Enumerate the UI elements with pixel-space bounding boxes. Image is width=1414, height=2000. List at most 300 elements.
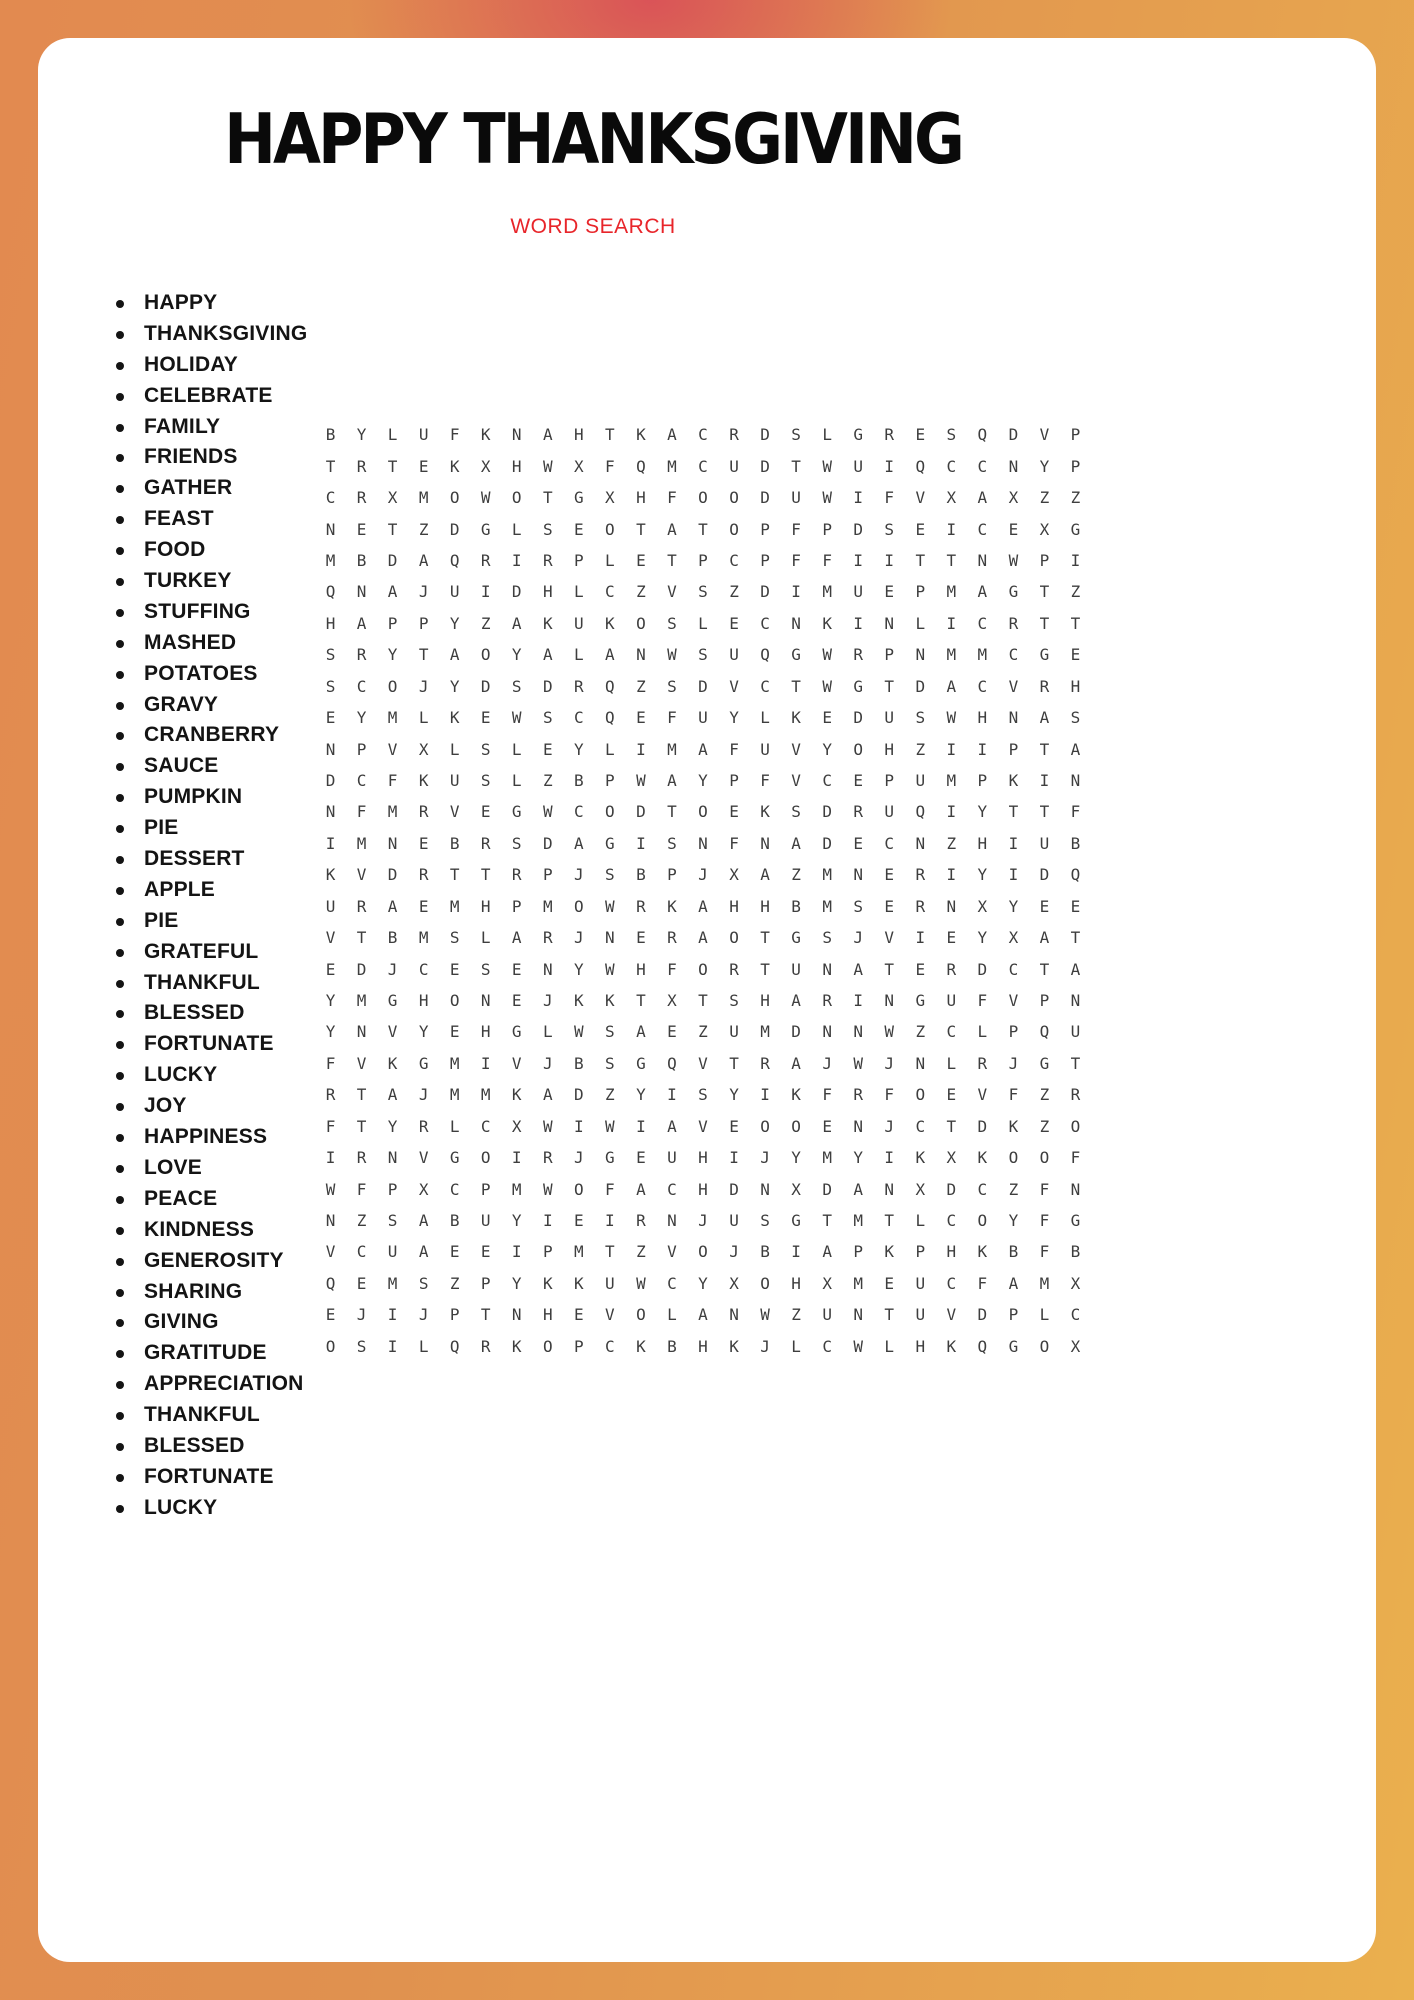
grid-cell[interactable]: X [977,896,988,916]
grid-cell[interactable]: A [698,739,708,759]
grid-cell[interactable]: D [574,1085,584,1105]
grid-cell[interactable]: W [325,1179,336,1199]
grid-cell[interactable]: O [1039,1148,1050,1168]
grid-cell[interactable]: U [729,1211,739,1231]
grid-cell[interactable]: K [884,1242,895,1262]
grid-cell[interactable]: C [1008,959,1019,979]
grid-cell[interactable]: V [356,1053,367,1073]
grid-cell[interactable]: A [418,550,429,570]
grid-cell[interactable]: E [418,833,429,853]
grid-cell[interactable]: S [542,519,553,539]
grid-cell[interactable]: G [418,1053,429,1073]
grid-cell[interactable]: L [449,1116,460,1136]
grid-cell[interactable]: J [574,928,584,948]
grid-cell[interactable]: O [1070,1116,1081,1136]
grid-cell[interactable]: G [511,1022,522,1042]
grid-cell[interactable]: T [325,456,336,476]
grid-cell[interactable]: R [853,1085,864,1105]
grid-cell[interactable]: M [822,1148,832,1168]
grid-cell[interactable]: B [667,1336,677,1356]
grid-cell[interactable]: Y [418,1022,429,1042]
grid-cell[interactable]: Y [449,676,460,696]
grid-cell[interactable]: P [542,865,553,885]
grid-cell[interactable]: M [574,1242,584,1262]
grid-cell[interactable]: B [449,833,460,853]
grid-cell[interactable]: O [698,959,708,979]
grid-cell[interactable]: N [387,833,398,853]
grid-cell[interactable]: E [574,1305,584,1325]
grid-cell[interactable]: R [884,425,895,445]
grid-cell[interactable]: T [605,1242,615,1262]
grid-cell[interactable]: C [946,1273,957,1293]
grid-cell[interactable]: D [915,676,926,696]
grid-cell[interactable]: P [480,1179,491,1199]
grid-cell[interactable]: Y [356,708,367,728]
grid-cell[interactable]: A [667,770,677,790]
grid-cell[interactable]: U [449,582,460,602]
grid-cell[interactable]: T [387,519,398,539]
grid-cell[interactable]: E [574,519,584,539]
grid-cell[interactable]: M [946,770,957,790]
grid-cell[interactable]: Z [636,676,646,696]
grid-cell[interactable]: J [729,1242,739,1262]
grid-cell[interactable]: K [511,1336,522,1356]
grid-cell[interactable]: V [791,770,801,790]
grid-cell[interactable]: O [636,613,646,633]
grid-cell[interactable]: O [574,896,584,916]
grid-cell[interactable]: E [884,1273,895,1293]
grid-cell[interactable]: K [542,613,553,633]
grid-cell[interactable]: Y [1008,896,1019,916]
grid-cell[interactable]: B [574,770,584,790]
grid-cell[interactable]: D [791,1022,801,1042]
grid-cell[interactable]: P [760,519,770,539]
grid-cell[interactable]: N [542,959,553,979]
grid-cell[interactable]: H [325,613,336,633]
grid-cell[interactable]: P [387,613,398,633]
grid-cell[interactable]: S [356,1336,367,1356]
grid-cell[interactable]: U [325,896,336,916]
grid-cell[interactable]: O [449,488,460,508]
grid-cell[interactable]: I [915,928,926,948]
grid-cell[interactable]: C [977,613,988,633]
grid-cell[interactable]: W [574,1022,584,1042]
grid-cell[interactable]: R [574,676,584,696]
grid-cell[interactable]: F [977,991,988,1010]
grid-cell[interactable]: G [480,519,491,539]
grid-cell[interactable]: G [636,1053,646,1073]
grid-cell[interactable]: Z [356,1211,367,1231]
grid-cell[interactable]: T [791,676,801,696]
grid-cell[interactable]: T [884,676,895,696]
grid-cell[interactable]: Q [449,550,460,570]
grid-cell[interactable]: O [449,991,460,1010]
grid-cell[interactable]: V [511,1053,522,1073]
grid-cell[interactable]: U [791,959,801,979]
grid-cell[interactable]: D [1039,865,1050,885]
grid-cell[interactable]: Y [698,770,708,790]
grid-cell[interactable]: I [853,550,864,570]
grid-cell[interactable]: I [946,739,957,759]
grid-cell[interactable]: I [542,1211,553,1231]
grid-cell[interactable]: K [636,425,646,445]
grid-cell[interactable]: T [946,1116,957,1136]
grid-cell[interactable]: H [542,582,553,602]
grid-cell[interactable]: K [822,613,832,633]
grid-cell[interactable]: D [853,519,864,539]
grid-cell[interactable]: T [884,959,895,979]
grid-cell[interactable]: M [853,1273,864,1293]
grid-cell[interactable]: C [977,456,988,476]
grid-cell[interactable]: V [946,1305,957,1325]
grid-cell[interactable]: O [574,1179,584,1199]
grid-cell[interactable]: J [418,582,429,602]
grid-cell[interactable]: H [760,896,770,916]
grid-cell[interactable]: A [760,865,770,885]
grid-cell[interactable]: L [574,582,584,602]
grid-cell[interactable]: E [449,1242,460,1262]
grid-cell[interactable]: U [729,645,739,665]
grid-cell[interactable]: Y [511,1273,522,1293]
grid-cell[interactable]: Q [1039,1022,1050,1042]
grid-cell[interactable]: R [1070,1085,1081,1105]
grid-cell[interactable]: T [1039,613,1050,633]
grid-cell[interactable]: A [449,645,460,665]
grid-cell[interactable]: R [1008,613,1019,633]
grid-cell[interactable]: E [449,1022,460,1042]
grid-cell[interactable]: O [729,928,739,948]
grid-cell[interactable]: A [698,928,708,948]
grid-cell[interactable]: Z [698,1022,708,1042]
grid-cell[interactable]: G [605,1148,615,1168]
grid-cell[interactable]: R [418,802,429,822]
grid-cell[interactable]: O [325,1336,336,1356]
grid-cell[interactable]: E [946,1085,957,1105]
grid-cell[interactable]: Y [977,928,988,948]
grid-cell[interactable]: E [325,1305,336,1325]
grid-cell[interactable]: E [356,1273,367,1293]
grid-cell[interactable]: M [946,582,957,602]
grid-cell[interactable]: F [822,550,832,570]
grid-cell[interactable]: U [729,456,739,476]
grid-cell[interactable]: H [542,1305,553,1325]
grid-cell[interactable]: P [729,770,739,790]
grid-cell[interactable]: I [946,613,957,633]
grid-cell[interactable]: U [1039,833,1050,853]
grid-cell[interactable]: C [667,1273,677,1293]
grid-cell[interactable]: E [480,708,491,728]
grid-cell[interactable]: F [449,425,460,445]
grid-cell[interactable]: Q [449,1336,460,1356]
grid-cell[interactable]: S [698,582,708,602]
grid-cell[interactable]: I [636,739,646,759]
grid-cell[interactable]: N [1070,770,1081,790]
grid-cell[interactable]: T [1070,1053,1081,1073]
grid-cell[interactable]: U [915,1273,926,1293]
grid-cell[interactable]: T [356,1085,367,1105]
grid-cell[interactable]: Y [325,991,336,1010]
grid-cell[interactable]: Z [1039,488,1050,508]
grid-cell[interactable]: J [760,1148,770,1168]
grid-cell[interactable]: M [822,582,832,602]
grid-cell[interactable]: H [636,959,646,979]
grid-cell[interactable]: C [356,676,367,696]
grid-cell[interactable]: N [325,519,336,539]
grid-cell[interactable]: T [698,991,708,1010]
grid-cell[interactable]: D [542,676,553,696]
grid-cell[interactable]: B [1070,1242,1081,1262]
grid-cell[interactable]: T [884,1305,895,1325]
grid-cell[interactable]: A [1070,959,1081,979]
grid-cell[interactable]: O [729,519,739,539]
grid-cell[interactable]: M [667,456,677,476]
grid-cell[interactable]: F [667,959,677,979]
grid-cell[interactable]: N [853,865,864,885]
grid-cell[interactable]: T [356,928,367,948]
grid-cell[interactable]: L [605,550,615,570]
grid-cell[interactable]: H [791,1273,801,1293]
grid-cell[interactable]: D [480,676,491,696]
grid-cell[interactable]: C [480,1116,491,1136]
grid-cell[interactable]: A [698,896,708,916]
grid-cell[interactable]: Y [729,1085,739,1105]
grid-cell[interactable]: R [822,991,832,1010]
grid-cell[interactable]: V [1039,425,1050,445]
grid-cell[interactable]: C [605,1336,615,1356]
grid-cell[interactable]: L [791,1336,801,1356]
grid-cell[interactable]: E [729,802,739,822]
grid-cell[interactable]: Z [1039,1116,1050,1136]
grid-cell[interactable]: N [853,1305,864,1325]
grid-cell[interactable]: Q [760,645,770,665]
grid-cell[interactable]: L [511,519,522,539]
grid-cell[interactable]: J [418,676,429,696]
grid-cell[interactable]: F [1039,1242,1050,1262]
grid-cell[interactable]: S [480,739,491,759]
grid-cell[interactable]: G [605,833,615,853]
grid-cell[interactable]: I [946,519,957,539]
grid-cell[interactable]: M [511,1179,522,1199]
grid-cell[interactable]: R [480,550,491,570]
grid-cell[interactable]: T [636,519,646,539]
grid-cell[interactable]: K [977,1242,988,1262]
grid-cell[interactable]: K [325,865,336,885]
grid-cell[interactable]: V [387,739,398,759]
grid-cell[interactable]: E [418,456,429,476]
grid-cell[interactable]: J [698,1211,708,1231]
grid-cell[interactable]: L [387,425,398,445]
grid-cell[interactable]: P [1008,739,1019,759]
grid-cell[interactable]: B [1070,833,1081,853]
grid-cell[interactable]: D [1008,425,1019,445]
grid-cell[interactable]: A [946,676,957,696]
grid-cell[interactable]: I [480,1053,491,1073]
grid-cell[interactable]: D [977,1305,988,1325]
grid-cell[interactable]: P [542,1242,553,1262]
grid-cell[interactable]: O [977,1211,988,1231]
grid-cell[interactable]: Y [356,425,367,445]
grid-cell[interactable]: R [915,865,926,885]
grid-cell[interactable]: C [574,708,584,728]
grid-cell[interactable]: J [853,928,864,948]
grid-cell[interactable]: R [480,1336,491,1356]
grid-cell[interactable]: L [915,613,926,633]
grid-cell[interactable]: P [418,613,429,633]
grid-cell[interactable]: Z [1070,488,1081,508]
grid-cell[interactable]: J [542,1053,553,1073]
grid-cell[interactable]: E [729,1116,739,1136]
grid-cell[interactable]: W [822,456,832,476]
grid-cell[interactable]: C [605,582,615,602]
grid-cell[interactable]: R [542,928,553,948]
grid-cell[interactable]: F [729,833,739,853]
grid-cell[interactable]: J [418,1305,429,1325]
grid-cell[interactable]: X [480,456,491,476]
grid-cell[interactable]: O [853,739,864,759]
grid-cell[interactable]: I [636,1116,646,1136]
grid-cell[interactable]: R [480,833,491,853]
grid-cell[interactable]: E [449,959,460,979]
grid-cell[interactable]: K [636,1336,646,1356]
grid-cell[interactable]: M [356,991,367,1010]
grid-cell[interactable]: X [1070,1336,1081,1356]
grid-cell[interactable]: N [853,1022,864,1042]
grid-cell[interactable]: S [853,896,864,916]
grid-cell[interactable]: P [511,896,522,916]
grid-cell[interactable]: K [729,1336,739,1356]
grid-cell[interactable]: F [667,488,677,508]
grid-cell[interactable]: A [667,425,677,445]
grid-cell[interactable]: U [884,708,895,728]
grid-cell[interactable]: A [1039,928,1050,948]
grid-cell[interactable]: F [325,1053,336,1073]
grid-cell[interactable]: Q [605,676,615,696]
grid-cell[interactable]: A [791,1053,801,1073]
grid-cell[interactable]: X [1008,928,1019,948]
grid-cell[interactable]: S [325,645,336,665]
grid-cell[interactable]: U [915,1305,926,1325]
grid-cell[interactable]: O [698,802,708,822]
grid-cell[interactable]: T [760,959,770,979]
grid-cell[interactable]: Q [977,1336,988,1356]
grid-cell[interactable]: T [449,865,460,885]
grid-cell[interactable]: H [884,739,895,759]
grid-cell[interactable]: S [791,802,801,822]
grid-cell[interactable]: U [418,425,429,445]
grid-cell[interactable]: E [884,582,895,602]
grid-cell[interactable]: Z [605,1085,615,1105]
grid-cell[interactable]: R [356,896,367,916]
grid-cell[interactable]: F [605,456,615,476]
grid-cell[interactable]: S [667,833,677,853]
grid-cell[interactable]: R [636,896,646,916]
grid-cell[interactable]: K [1008,770,1019,790]
grid-cell[interactable]: E [915,959,926,979]
grid-cell[interactable]: B [574,1053,584,1073]
grid-cell[interactable]: U [574,613,584,633]
grid-cell[interactable]: X [418,1179,429,1199]
grid-cell[interactable]: C [946,1022,957,1042]
grid-cell[interactable]: O [1039,1336,1050,1356]
grid-cell[interactable]: M [449,1053,460,1073]
grid-cell[interactable]: D [822,1179,832,1199]
grid-cell[interactable]: X [1008,488,1019,508]
grid-cell[interactable]: B [1008,1242,1019,1262]
grid-cell[interactable]: V [729,676,739,696]
grid-cell[interactable]: L [822,425,832,445]
grid-cell[interactable]: T [480,865,491,885]
grid-cell[interactable]: Z [729,582,739,602]
grid-cell[interactable]: C [449,1179,460,1199]
grid-cell[interactable]: C [760,613,770,633]
grid-cell[interactable]: M [418,488,429,508]
grid-cell[interactable]: A [387,582,398,602]
grid-cell[interactable]: Q [977,425,988,445]
grid-cell[interactable]: D [760,488,770,508]
grid-cell[interactable]: R [356,456,367,476]
grid-cell[interactable]: F [356,802,367,822]
grid-cell[interactable]: V [884,928,895,948]
grid-cell[interactable]: Y [511,645,522,665]
grid-cell[interactable]: N [729,1305,739,1325]
grid-cell[interactable]: R [946,959,957,979]
grid-cell[interactable]: M [542,896,553,916]
grid-cell[interactable]: S [822,928,832,948]
grid-cell[interactable]: F [729,739,739,759]
grid-cell[interactable]: C [698,456,708,476]
grid-cell[interactable]: O [480,645,491,665]
grid-cell[interactable]: Z [791,865,801,885]
grid-cell[interactable]: M [480,1085,491,1105]
grid-cell[interactable]: L [511,770,522,790]
grid-cell[interactable]: A [1008,1273,1019,1293]
grid-cell[interactable]: W [636,770,646,790]
grid-cell[interactable]: Z [1070,582,1081,602]
grid-cell[interactable]: H [977,833,988,853]
grid-cell[interactable]: A [418,1211,429,1231]
grid-cell[interactable]: A [387,896,398,916]
grid-cell[interactable]: Y [387,1116,398,1136]
grid-cell[interactable]: E [511,991,522,1010]
grid-cell[interactable]: H [574,425,584,445]
grid-cell[interactable]: W [760,1305,770,1325]
grid-cell[interactable]: K [574,1273,584,1293]
grid-cell[interactable]: P [822,519,832,539]
grid-cell[interactable]: F [791,550,801,570]
grid-cell[interactable]: O [511,488,522,508]
grid-cell[interactable]: D [977,959,988,979]
grid-cell[interactable]: A [511,613,522,633]
grid-cell[interactable]: Z [636,1242,646,1262]
grid-cell[interactable]: O [729,488,739,508]
grid-cell[interactable]: R [853,645,864,665]
grid-cell[interactable]: M [418,928,429,948]
grid-cell[interactable]: D [977,1116,988,1136]
grid-cell[interactable]: L [1039,1305,1050,1325]
grid-cell[interactable]: N [915,833,926,853]
grid-cell[interactable]: H [698,1148,708,1168]
grid-cell[interactable]: O [387,676,398,696]
grid-cell[interactable]: C [1070,1305,1081,1325]
grid-cell[interactable]: Z [636,582,646,602]
grid-cell[interactable]: C [356,770,367,790]
grid-cell[interactable]: M [387,1273,398,1293]
grid-cell[interactable]: F [325,1116,336,1136]
grid-cell[interactable]: Y [729,708,739,728]
grid-cell[interactable]: N [356,1022,367,1042]
grid-cell[interactable]: L [449,739,460,759]
grid-cell[interactable]: X [1039,519,1050,539]
